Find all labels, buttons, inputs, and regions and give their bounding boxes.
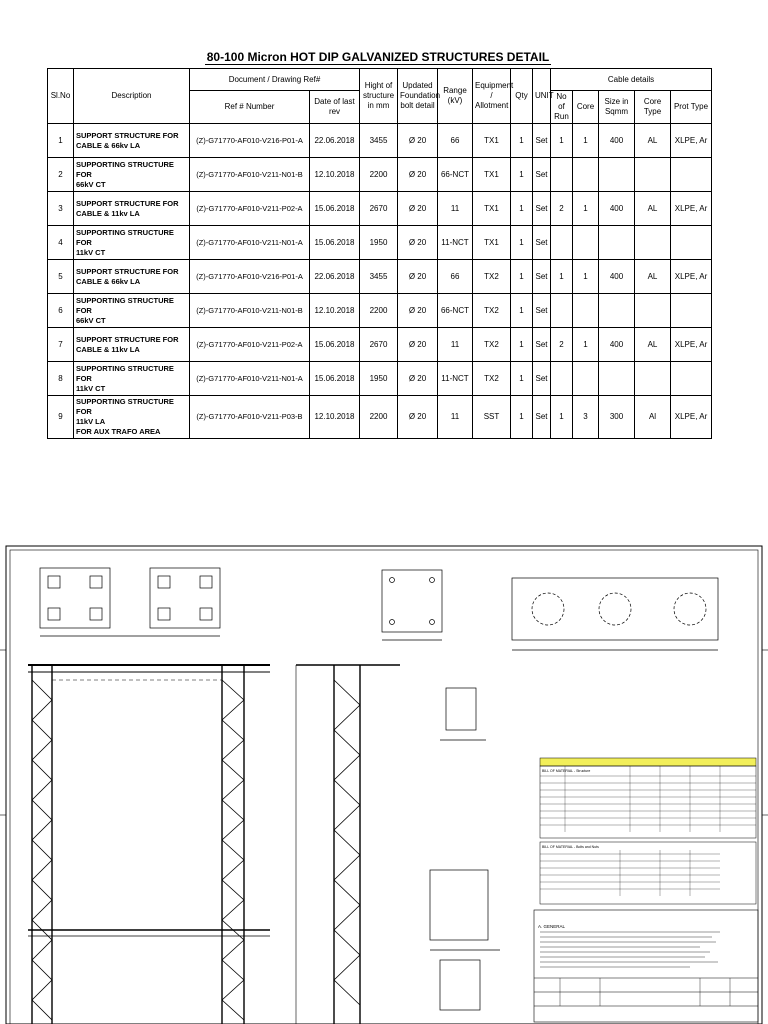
table-row [48,260,712,294]
bill-of-material [540,758,756,904]
cell-ref-number: (Z)-G71770-AF010-V216-P01-A [190,124,310,158]
notes-title: A. GENERAL [538,924,566,929]
description-line: SUPPORTING STRUCTURE FOR [76,397,174,416]
header-date-last-rev: Date of last rev [310,91,360,124]
cell-unit: Set [533,124,551,158]
cell-foundation-bolt: Ø 20 [398,158,438,192]
cell-no-of-run [551,226,573,260]
description-line: SUPPORT STRUCTURE FOR [76,130,179,140]
cell-range: 66 [438,260,473,294]
cell-sl-no: 3 [48,192,74,226]
header-core-type: Core Type [635,91,671,124]
cell-range: 66-NCT [438,158,473,192]
cell-prot-type [671,158,712,192]
cell-no-of-run: 1 [551,260,573,294]
header-height: Hight of structure in mm [360,69,398,124]
cell-description [74,226,190,260]
cell-foundation-bolt: Ø 20 [398,260,438,294]
cell-date: 12.10.2018 [310,294,360,328]
plan-view-right [512,578,718,650]
plan-detail-left [40,568,220,636]
cell-core [573,294,599,328]
cell-range: 11-NCT [438,226,473,260]
cell-range: 66 [438,124,473,158]
description-line: CABLE & 11kv LA [76,344,140,354]
cell-prot-type: XLPE, Ar [671,260,712,294]
cell-no-of-run [551,158,573,192]
cell-foundation-bolt: Ø 20 [398,362,438,396]
cell-description [74,294,190,328]
cell-unit: Set [533,328,551,362]
header-foundation-bolt: Updated Foundation bolt detail [398,69,438,124]
table-row [48,328,712,362]
cell-sl-no: 4 [48,226,74,260]
cell-height: 2200 [360,396,398,439]
table-row [48,294,712,328]
cell-qty: 1 [511,124,533,158]
structures-detail-table [47,68,712,439]
table-row [48,226,712,260]
header-size: Size in Sqmm [599,91,635,124]
header-description: Description [74,69,190,124]
cell-size: 400 [599,124,635,158]
cell-no-of-run: 1 [551,396,573,439]
cell-size [599,294,635,328]
cell-equipment: TX1 [473,192,511,226]
cell-no-of-run [551,362,573,396]
description-line: CABLE & 11kv LA [76,208,140,218]
cell-equipment: TX1 [473,226,511,260]
cell-height: 1950 [360,362,398,396]
cell-no-of-run: 2 [551,328,573,362]
engineering-drawing [0,540,768,1024]
base-view [430,870,500,1010]
cell-prot-type: XLPE, Ar [671,192,712,226]
cell-height: 2670 [360,328,398,362]
cell-description [74,192,190,226]
cell-foundation-bolt: Ø 20 [398,124,438,158]
top-frame-detail [382,570,442,640]
cell-no-of-run: 2 [551,192,573,226]
cell-sl-no: 1 [48,124,74,158]
cell-qty: 1 [511,328,533,362]
detail-a [440,688,486,740]
cell-unit: Set [533,192,551,226]
cell-size: 400 [599,260,635,294]
cell-size: 400 [599,328,635,362]
table-row [48,396,712,439]
cell-core: 1 [573,260,599,294]
description-line: SUPPORTING STRUCTURE FOR [76,227,174,247]
document-title: 80-100 Micron HOT DIP GALVANIZED STRUCTURES DETAIL [206,50,550,64]
cell-core: 1 [573,328,599,362]
cell-ref-number: (Z)-G71770-AF010-V211-P03-B [190,396,310,439]
cell-prot-type [671,226,712,260]
description-line: 11kV LA [76,417,106,426]
cell-date: 22.06.2018 [310,260,360,294]
cell-ref-number: (Z)-G71770-AF010-V211-P02-A [190,328,310,362]
cell-foundation-bolt: Ø 20 [398,294,438,328]
cell-range: 11-NCT [438,362,473,396]
table-row [48,124,712,158]
cell-equipment: TX1 [473,124,511,158]
cell-core: 1 [573,192,599,226]
cell-core-type [635,362,671,396]
cell-date: 15.06.2018 [310,362,360,396]
cell-equipment: SST [473,396,511,439]
cell-equipment: TX2 [473,260,511,294]
header-equipment: Equipment / Allotment [473,69,511,124]
header-sl-no: Sl.No [48,69,74,124]
bom-bolts-title: BILL OF MATERIAL - Bolts and Nuts [542,845,599,849]
cell-range: 11 [438,328,473,362]
cell-no-of-run: 1 [551,124,573,158]
description-line: SUPPORT STRUCTURE FOR [76,334,179,344]
cell-size [599,226,635,260]
cell-ref-number: (Z)-G71770-AF010-V211-N01-A [190,362,310,396]
cell-unit: Set [533,158,551,192]
cell-sl-no: 8 [48,362,74,396]
cell-core-type: Al [635,396,671,439]
cell-core [573,158,599,192]
cell-prot-type: XLPE, Ar [671,328,712,362]
cell-description [74,260,190,294]
cell-core [573,362,599,396]
cell-core-type: AL [635,260,671,294]
header-cable-group: Cable details [551,69,712,91]
cell-no-of-run [551,294,573,328]
cell-size: 300 [599,396,635,439]
cell-qty: 1 [511,158,533,192]
cell-height: 1950 [360,226,398,260]
cell-core-type [635,226,671,260]
table-row [48,192,712,226]
cell-range: 11 [438,396,473,439]
cell-ref-number: (Z)-G71770-AF010-V211-N01-A [190,226,310,260]
cell-unit: Set [533,294,551,328]
cell-date: 12.10.2018 [310,396,360,439]
description-line: 66kV CT [76,179,106,189]
cell-qty: 1 [511,226,533,260]
description-line: CABLE & 66kv LA [76,140,141,150]
cell-core: 3 [573,396,599,439]
cell-core-type: AL [635,328,671,362]
cell-core: 1 [573,124,599,158]
cell-core-type [635,158,671,192]
cell-prot-type: XLPE, Ar [671,396,712,439]
cell-equipment: TX2 [473,294,511,328]
cell-qty: 1 [511,396,533,439]
cell-qty: 1 [511,362,533,396]
cell-qty: 1 [511,294,533,328]
cell-qty: 1 [511,260,533,294]
description-line: 11kV CT [76,383,106,393]
description-line: FOR AUX TRAFO AREA [76,427,161,436]
cell-sl-no: 5 [48,260,74,294]
header-no-of-run: No of Run [551,91,573,124]
cell-unit: Set [533,260,551,294]
cell-ref-number: (Z)-G71770-AF010-V211-N01-B [190,158,310,192]
cell-description [74,124,190,158]
cell-size [599,158,635,192]
cell-core-type [635,294,671,328]
description-line: CABLE & 66kv LA [76,276,141,286]
cell-qty: 1 [511,192,533,226]
description-line: 66kV CT [76,315,106,325]
notes-title-block [534,910,758,1022]
header-range: Range (kV) [438,69,473,124]
cell-date: 22.06.2018 [310,124,360,158]
cell-height: 2200 [360,158,398,192]
cell-height: 2200 [360,294,398,328]
cell-sl-no: 6 [48,294,74,328]
description-line: SUPPORT STRUCTURE FOR [76,198,179,208]
main-elevation [28,665,270,1024]
side-elevation [296,665,400,1024]
cell-sl-no: 2 [48,158,74,192]
cell-equipment: TX2 [473,362,511,396]
cell-foundation-bolt: Ø 20 [398,192,438,226]
cell-description [74,328,190,362]
header-qty: Qty [511,69,533,124]
cell-ref-number: (Z)-G71770-AF010-V211-P02-A [190,192,310,226]
cell-date: 15.06.2018 [310,192,360,226]
cell-unit: Set [533,362,551,396]
cell-height: 2670 [360,192,398,226]
cell-date: 15.06.2018 [310,328,360,362]
header-ref-number: Ref # Number [190,91,310,124]
cell-equipment: TX1 [473,158,511,192]
cell-foundation-bolt: Ø 20 [398,226,438,260]
table-row [48,362,712,396]
cell-description [74,396,190,439]
cell-date: 15.06.2018 [310,226,360,260]
table-row [48,158,712,192]
cell-equipment: TX2 [473,328,511,362]
cell-sl-no: 7 [48,328,74,362]
description-line: SUPPORTING STRUCTURE FOR [76,159,174,179]
cell-prot-type: XLPE, Ar [671,124,712,158]
cell-prot-type [671,294,712,328]
cell-height: 3455 [360,124,398,158]
description-line: 11kV CT [76,247,106,257]
cell-description [74,158,190,192]
cell-foundation-bolt: Ø 20 [398,396,438,439]
cell-description [74,362,190,396]
description-line: SUPPORT STRUCTURE FOR [76,266,179,276]
description-line: SUPPORTING STRUCTURE FOR [76,295,174,315]
cell-core-type: AL [635,124,671,158]
cell-ref-number: (Z)-G71770-AF010-V216-P01-A [190,260,310,294]
cell-range: 11 [438,192,473,226]
cell-unit: Set [533,396,551,439]
cell-prot-type [671,362,712,396]
header-core: Core [573,91,599,124]
header-document-group: Document / Drawing Ref# [190,69,360,91]
cell-core [573,226,599,260]
cell-unit: Set [533,226,551,260]
header-unit: UNIT [533,69,551,124]
cell-foundation-bolt: Ø 20 [398,328,438,362]
cell-sl-no: 9 [48,396,74,439]
cell-size: 400 [599,192,635,226]
cell-date: 12.10.2018 [310,158,360,192]
cell-core-type: AL [635,192,671,226]
cell-ref-number: (Z)-G71770-AF010-V211-N01-B [190,294,310,328]
bom-title: BILL OF MATERIAL - Structure [542,769,591,773]
cell-range: 66-NCT [438,294,473,328]
header-prot-type: Prot Type [671,91,712,124]
cell-size [599,362,635,396]
description-line: SUPPORTING STRUCTURE FOR [76,363,174,383]
cell-height: 3455 [360,260,398,294]
